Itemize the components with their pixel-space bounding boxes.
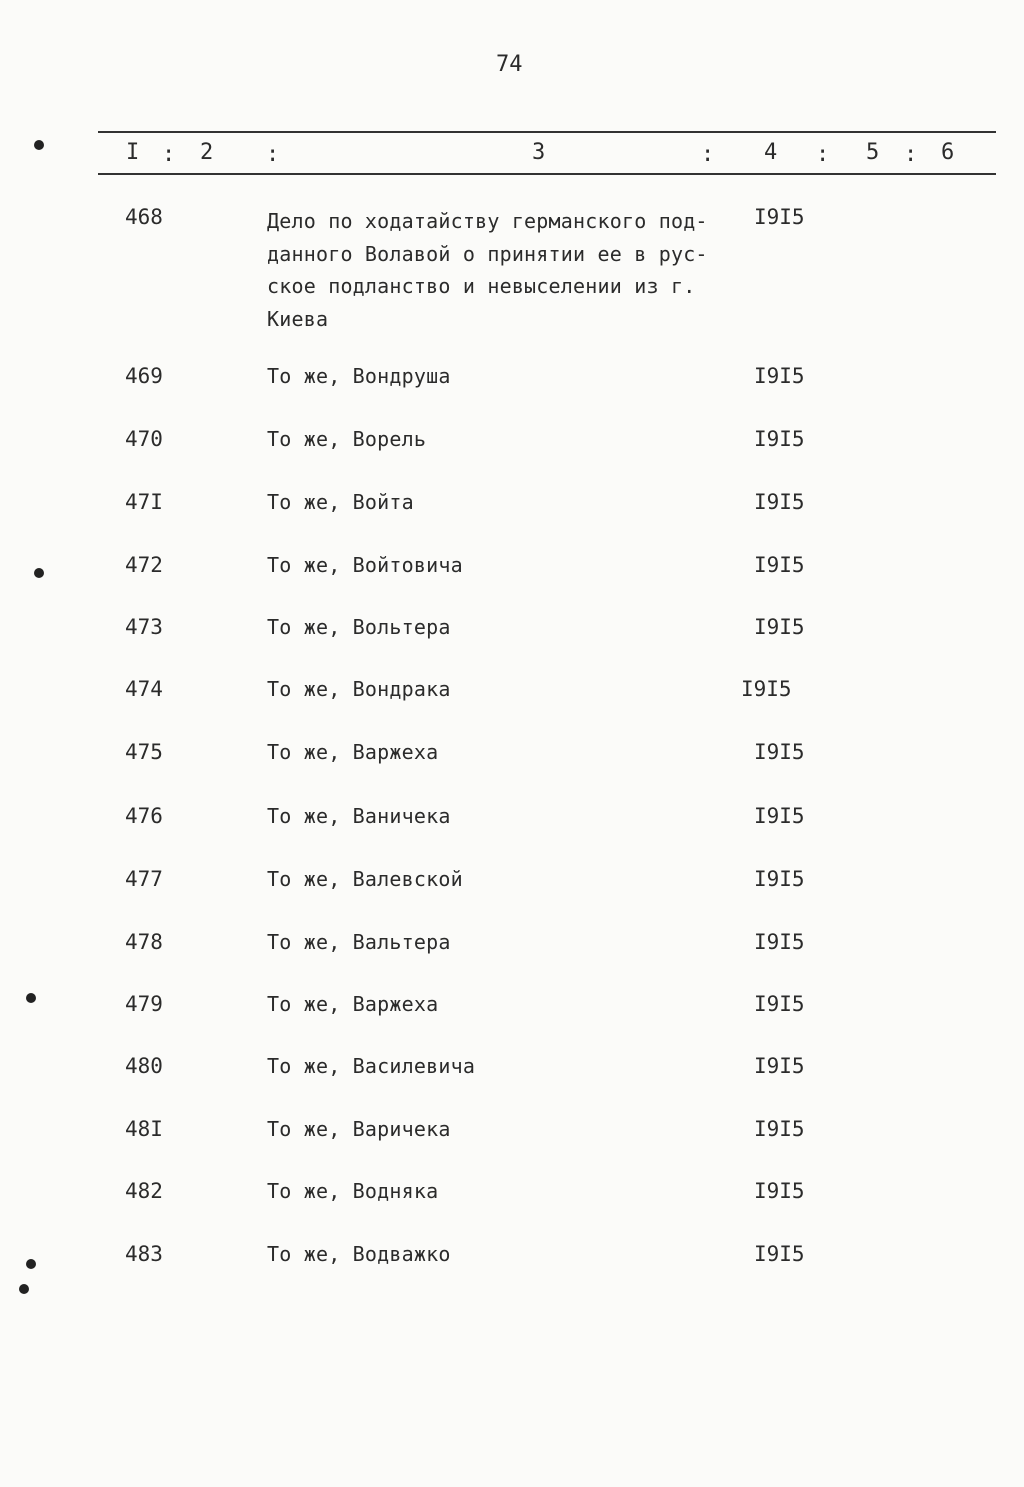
header-col-2: 2 [200,140,214,165]
binding-hole-mark [26,993,36,1003]
entry-year: I9I5 [754,364,805,388]
header-col-4: 4 [764,140,778,165]
header-col-6: 6 [941,140,955,165]
entry-title: То же, Ваничека [267,804,451,828]
table-row [0,740,1024,780]
entry-year: I9I5 [754,992,805,1016]
entry-year: I9I5 [754,804,805,828]
table-row [0,1242,1024,1282]
entry-title: То же, Водняка [267,1179,439,1203]
entry-number: 469 [125,364,163,388]
entry-title: То же, Вондрака [267,677,451,701]
entry-year: I9I5 [754,615,805,639]
table-row [0,364,1024,404]
binding-hole-mark [34,568,44,578]
entry-title: То же, Войта [267,490,414,514]
entry-year: I9I5 [754,490,805,514]
table-row [0,1117,1024,1157]
entry-title [267,205,737,335]
entry-year: I9I5 [754,867,805,891]
entry-number: 483 [125,1242,163,1266]
entry-number: 482 [125,1179,163,1203]
table-row [0,677,1024,717]
entry-title: То же, Вондруша [267,364,451,388]
entry-number: 479 [125,992,163,1016]
entry-year: I9I5 [754,1054,805,1078]
entry-title-line: Дело по ходатайству германского под- [267,209,708,233]
table-row [0,804,1024,844]
entry-number: 478 [125,930,163,954]
entry-number: 474 [125,677,163,701]
entry-number: 48I [125,1117,163,1141]
entry-number: 480 [125,1054,163,1078]
entry-number: 476 [125,804,163,828]
header-separator: : [904,142,918,167]
entry-title: То же, Водважко [267,1242,451,1266]
table-row [0,553,1024,593]
entry-title-line: Киева [267,306,329,331]
page-number: 74 [496,52,523,77]
table-row [0,1179,1024,1219]
entry-number: 475 [125,740,163,764]
entry-year: I9I5 [754,1117,805,1141]
entry-title: То же, Ворель [267,427,427,451]
entry-year: I9I5 [754,205,805,229]
entry-year: I9I5 [754,553,805,577]
binding-hole-mark [26,1259,36,1269]
table-row [0,427,1024,467]
entry-number: 473 [125,615,163,639]
entry-number: 477 [125,867,163,891]
binding-hole-mark [34,140,44,150]
table-row [0,490,1024,530]
entry-number: 470 [125,427,163,451]
header-col-3: 3 [532,140,546,165]
entry-title-line: данного Волавой о принятии ее в рус- [267,241,708,266]
table-row [0,205,1024,345]
header-col-5: 5 [866,140,880,165]
entry-title: То же, Варжеха [267,740,439,764]
header-top-rule [98,131,996,133]
binding-hole-mark [19,1284,29,1294]
entry-year: I9I5 [754,1179,805,1203]
entry-year: I9I5 [754,1242,805,1266]
entry-title: То же, Вальтера [267,930,451,954]
entry-number: 47I [125,490,163,514]
entry-year: I9I5 [754,740,805,764]
table-row [0,930,1024,970]
header-separator: : [816,142,830,167]
entry-title-line: ское подланство и невыселении из г. [267,274,696,298]
entry-title: То же, Варичека [267,1117,451,1141]
entry-year: I9I5 [754,930,805,954]
table-row [0,867,1024,907]
entry-title: То же, Василевича [267,1054,476,1078]
entry-number: 472 [125,553,163,577]
table-row [0,1054,1024,1094]
header-bottom-rule [98,173,996,175]
entry-number: 468 [125,205,163,229]
table-row [0,992,1024,1032]
entry-title: То же, Варжеха [267,992,439,1016]
header-separator: : [701,142,715,167]
entry-year: I9I5 [754,427,805,451]
entry-title: То же, Войтовича [267,553,463,577]
entry-title: То же, Вольтера [267,615,451,639]
table-row [0,615,1024,655]
header-separator: : [162,142,176,167]
header-col-1: I [126,140,140,165]
entry-title: То же, Валевской [267,867,463,891]
entry-year: I9I5 [741,677,792,701]
header-separator: : [266,142,280,167]
